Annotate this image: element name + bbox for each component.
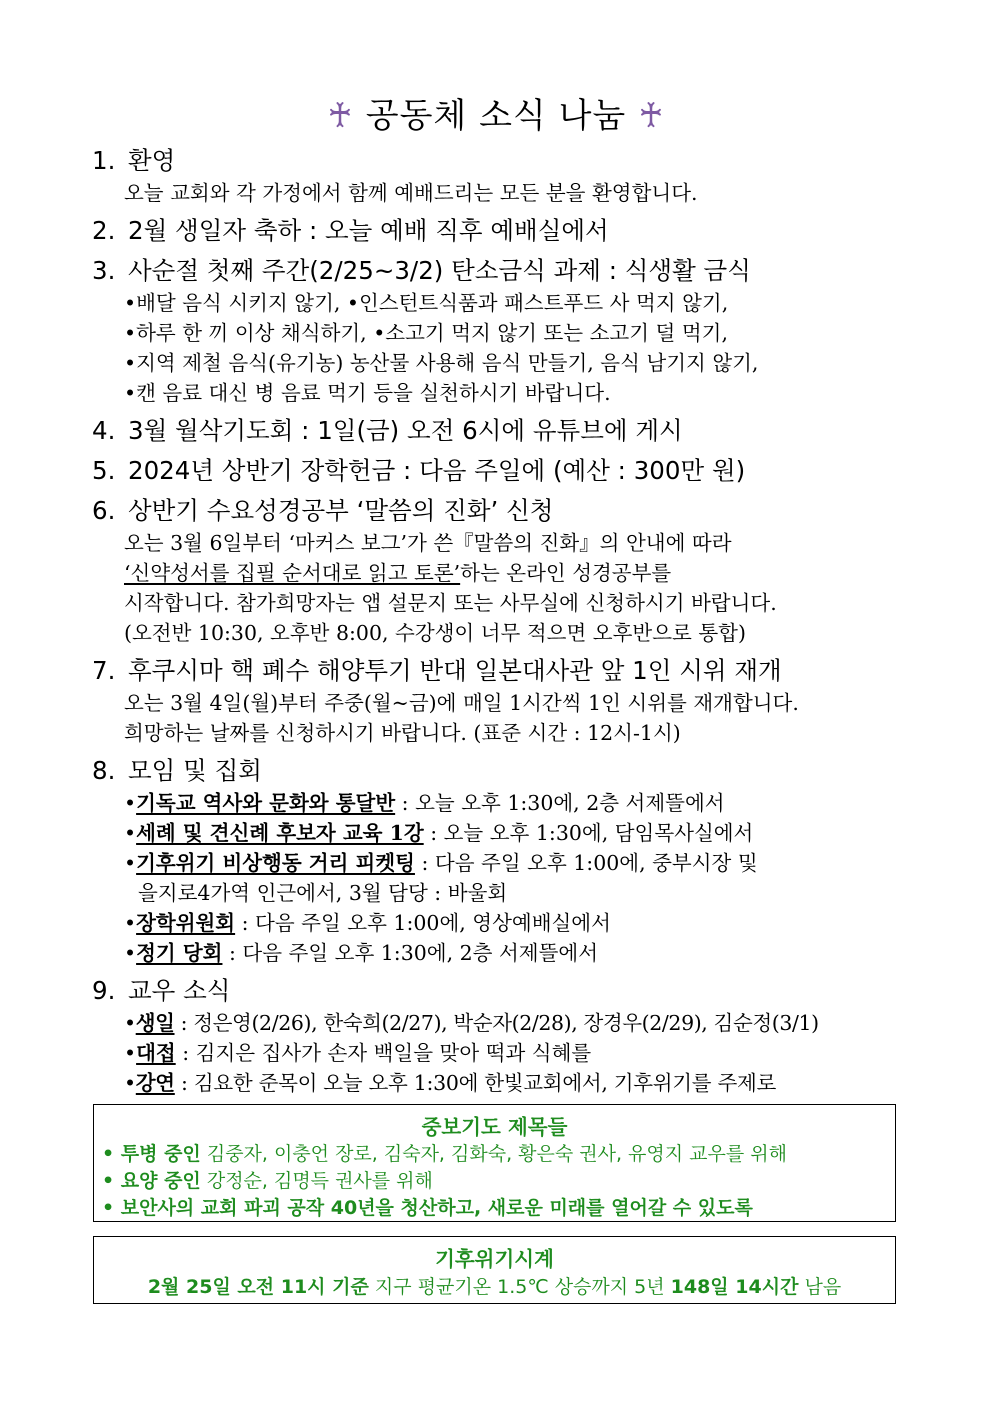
item-label: 기후위기 비상행동 거리 피켓팅 <box>136 851 415 875</box>
section-bible-study: 6. 상반기 수요성경공부 ‘말씀의 진화’ 신청 오는 3월 6일부터 ‘마커스 보그’가 쓴『말씀의 진화』의 안내에 따라 ‘신약성서를 집필 순서대로 읽고 토론’하는 온라인 성경공부를 시작합니다. 참가희망자는 앱 설문지 또는 사무실에 신청하시기 바랍니다. (오전반 10:30, 오후반 8:00, 수강생이 너무 적으면 오후반으로 통합) <box>92 494 904 648</box>
section-protest: 7. 후쿠시마 핵 폐수 해양투기 반대 일본대사관 앞 1인 시위 재개 오는 3월 4일(월)부터 주중(월~금)에 매일 1시간씩 1인 시위를 재개합니다. 희망하는 날짜를 신청하시기 바랍니다. (표준 시간 : 12시-1시) <box>92 654 904 748</box>
list-item: •강연 : 김요한 준목이 오늘 오후 1:30에 한빛교회에서, 기후위기를 주제로 <box>124 1071 776 1095</box>
cross-icon: ♰ <box>638 96 665 136</box>
section-birthday: 2. 2월 생일자 축하 : 오늘 예배 직후 예배실에서 <box>92 216 609 245</box>
section-text: 오는 3월 6일부터 ‘마커스 보그’가 쓴『말씀의 진화』의 안내에 따라 <box>124 531 732 555</box>
intercessory-prayer-box <box>93 1104 896 1222</box>
item-label: 장학위원회 <box>136 911 236 935</box>
list-item: •대접 : 김지은 집사가 손자 백일을 맞아 떡과 식혜를 <box>124 1041 592 1065</box>
section-heading: 교우 소식 <box>128 976 231 1005</box>
section-text: 시작합니다. 참가희망자는 앱 설문지 또는 사무실에 신청하시기 바랍니다. <box>124 591 777 615</box>
box-title: 기후위기시계 <box>435 1247 554 1271</box>
climate-clock-box <box>93 1236 896 1304</box>
section-lent: 3. 사순절 첫째 주간(2/25~3/2) 탄소금식 과제 : 식생활 금식 •배달 음식 시키지 않기, •인스턴트식품과 패스트푸드 사 먹지 않기, •하루 한 끼 이상 채식하기, •소고기 먹지 않기 또는 소고기 덜 먹기, •지역 제철 음식(유기농) 농산물 사용해 음식 만들기, 음식 남기지 않기, •캔 음료 대신 병 음료 먹기 등을 실천하시기 바랍니다. <box>92 254 904 408</box>
news-list <box>92 140 904 1104</box>
list-item: •생일 : 정은영(2/26), 한숙희(2/27), 박순자(2/28), 장경우(2/29), 김순정(3/1) <box>124 1011 819 1035</box>
section-text: 오늘 교회와 각 가정에서 함께 예배드리는 모든 분을 환영합니다. <box>124 181 698 205</box>
list-item: •기후위기 비상행동 거리 피켓팅 : 다음 주일 오후 1:00에, 중부시장 및 <box>124 851 758 875</box>
title-text: 공동체 소식 나눔 <box>365 96 627 136</box>
section-prayer-meeting: 4. 3월 월삭기도회 : 1일(금) 오전 6시에 유튜브에 게시 <box>92 416 683 445</box>
list-item: •세례 및 견신례 후보자 교육 1강 : 오늘 오후 1:30에, 담임목사실에서 <box>124 821 754 845</box>
section-text: •하루 한 끼 이상 채식하기, •소고기 먹지 않기 또는 소고기 덜 먹기, <box>124 321 728 345</box>
section-member-news: 9. 교우 소식 •생일 : 정은영(2/26), 한숙희(2/27), 박순자(2/28), 장경우(2/29), 김순정(3/1) •대접 : 김지은 집사가 손자 백일을 맞아 떡과 식혜를 •강연 : 김요한 준목이 오늘 오후 1:30에 한빛교회에서, 기후위기를 주제로 <box>92 974 904 1098</box>
section-heading: 모임 및 집회 <box>128 756 262 785</box>
section-meetings: 8. 모임 및 집회 •기독교 역사와 문화와 통달반 : 오늘 오후 1:30에, 2층 서제뜰에서 •세례 및 견신례 후보자 교육 1강 : 오늘 오후 1:30에, 담임목사실에서 •기후위기 비상행동 거리 피켓팅 : 다음 주일 오후 1:00에, 중부시장 및 을지로4가역 인근에서, 3월 담당 : 바울회 •장학위원회 : 다음 주일 오후 1:00에, 영상예배실에서 •정기 당회 : 다음 주일 오후 1:30에, 2층 서제뜰에서 <box>92 754 904 968</box>
section-heading: 2024년 상반기 장학헌금 : 다음 주일에 (예산 : 300만 원) <box>128 456 746 485</box>
section-heading: 상반기 수요성경공부 ‘말씀의 진화’ 신청 <box>128 496 554 525</box>
list-item: •장학위원회 : 다음 주일 오후 1:00에, 영상예배실에서 <box>124 911 611 935</box>
cross-icon: ♰ <box>327 96 354 136</box>
section-text: ‘신약성서를 집필 순서대로 읽고 토론’하는 온라인 성경공부를 <box>124 561 672 585</box>
section-text: 희망하는 날짜를 신청하시기 바랍니다. (표준 시간 : 12시-1시) <box>124 721 681 745</box>
prayer-item: • 투병 중인 김중자, 이충언 장로, 김숙자, 김화숙, 황은숙 권사, 유영지 교우를 위해 <box>102 1143 787 1165</box>
list-item: •기독교 역사와 문화와 통달반 : 오늘 오후 1:30에, 2층 서제뜰에서 <box>124 791 725 815</box>
page-title <box>0 88 992 137</box>
section-text: •캔 음료 대신 병 음료 먹기 등을 실천하시기 바랍니다. <box>124 381 611 405</box>
section-heading: 사순절 첫째 주간(2/25~3/2) 탄소금식 과제 : 식생활 금식 <box>128 256 751 285</box>
section-scholarship: 5. 2024년 상반기 장학헌금 : 다음 주일에 (예산 : 300만 원) <box>92 456 746 485</box>
item-label: 대접 <box>136 1041 176 1065</box>
list-item-continuation: 을지로4가역 인근에서, 3월 담당 : 바울회 <box>138 881 508 905</box>
section-heading: 2월 생일자 축하 : 오늘 예배 직후 예배실에서 <box>128 216 609 245</box>
section-heading: 환영 <box>128 146 176 175</box>
climate-clock-text: 2월 25일 오전 11시 기준 지구 평균기온 1.5℃ 상승까지 5년 148일 14시간 남음 <box>147 1276 842 1298</box>
item-label: 정기 당회 <box>136 941 223 965</box>
prayer-item: • 요양 중인 강정순, 김명득 권사를 위해 <box>102 1170 433 1192</box>
item-label: 세례 및 견신례 후보자 교육 1강 <box>136 821 424 845</box>
section-text: (오전반 10:30, 오후반 8:00, 수강생이 너무 적으면 오후반으로 통합) <box>124 621 746 645</box>
list-item: •정기 당회 : 다음 주일 오후 1:30에, 2층 서제뜰에서 <box>124 941 599 965</box>
section-heading: 3월 월삭기도회 : 1일(금) 오전 6시에 유튜브에 게시 <box>128 416 683 445</box>
item-label: 기독교 역사와 문화와 통달반 <box>136 791 396 815</box>
item-label: 강연 <box>135 1071 175 1095</box>
section-text: 오는 3월 4일(월)부터 주중(월~금)에 매일 1시간씩 1인 시위를 재개합니다. <box>124 691 799 715</box>
prayer-item: • 보안사의 교회 파괴 공작 40년을 청산하고, 새로운 미래를 열어갈 수 있도록 <box>102 1197 753 1219</box>
section-heading: 후쿠시마 핵 폐수 해양투기 반대 일본대사관 앞 1인 시위 재개 <box>128 656 782 685</box>
section-text: •지역 제철 음식(유기농) 농산물 사용해 음식 만들기, 음식 남기지 않기, <box>124 351 759 375</box>
section-welcome: 1. 환영 오늘 교회와 각 가정에서 함께 예배드리는 모든 분을 환영합니다. <box>92 144 904 208</box>
box-title: 중보기도 제목들 <box>421 1115 568 1139</box>
item-label: 생일 <box>135 1011 175 1035</box>
underlined-text: ‘신약성서를 집필 순서대로 읽고 토론’ <box>124 561 461 585</box>
section-text: •배달 음식 시키지 않기, •인스턴트식품과 패스트푸드 사 먹지 않기, <box>124 291 729 315</box>
